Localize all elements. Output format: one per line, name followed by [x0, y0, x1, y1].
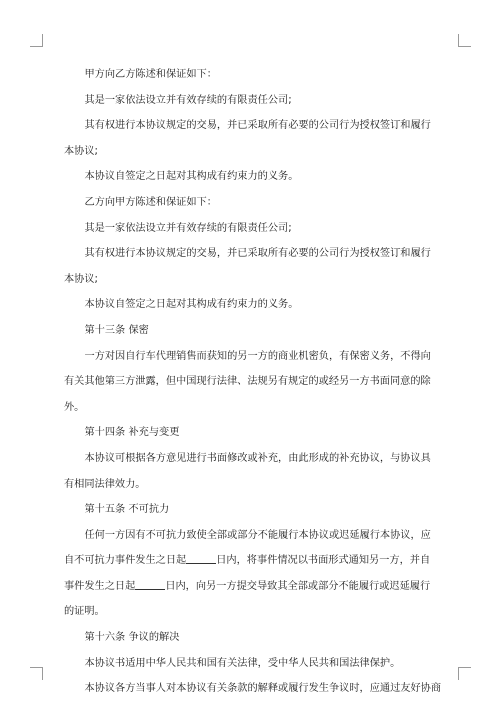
paragraph: 本协议自签定之日起对其构成有约束力的义务。 — [84, 299, 299, 311]
paragraph: 甲方向乙方陈述和保证如下： — [84, 69, 217, 80]
crop-mark-bottom-right — [458, 667, 471, 680]
text-segment: 日内，将事件情况以书面形式通知另一方，并自事件发生之日起 — [64, 555, 431, 592]
text-segment: 任何一方因有不可抗力致使全部或部分不能履行本协议或迟延履行本协议，应自不可抗力事件发生之日起 — [64, 529, 431, 567]
paragraph: 其有权进行本协议规定的交易，并已采取所有必要的公司行为授权签订和履行本协议; — [64, 248, 431, 285]
fill-in-blank — [186, 553, 216, 564]
paragraph: 本协议书适用中华人民共和国有关法律，受中华人民共和国法律保护。 — [84, 657, 401, 669]
paragraph: 其是一家依法设立并有效存续的有限责任公司; — [84, 94, 292, 106]
section-heading: 第十四条 补充与变更 — [84, 427, 180, 439]
paragraph: 本协议可根据各方意见进行书面修改或补充，由此形成的补充协议，与协议具有相同法律效力。 — [64, 452, 431, 490]
document-body — [64, 62, 442, 702]
section-heading: 第十五条 不可抗力 — [84, 504, 170, 516]
text-segment: 日内，向另一方提交导致其全部或部分不能履行或迟延履行的证明。 — [64, 580, 431, 618]
paragraph: 本协议自签定之日起对其构成有约束力的义务。 — [84, 171, 299, 183]
paragraph: 其有权进行本协议规定的交易，并已采取所有必要的公司行为授权签订和履行本协议; — [64, 120, 431, 157]
crop-mark-top-left — [30, 34, 43, 47]
crop-mark-top-right — [458, 34, 471, 47]
paragraph: 乙方向甲方陈述和保证如下： — [84, 196, 217, 208]
paragraph: 本协议各方当事人对本协议有关条款的解释或履行发生争议时，应通过友好协商 — [84, 683, 442, 695]
section-heading: 第十六条 争议的解决 — [84, 632, 180, 644]
section-heading: 第十三条 保密 — [84, 324, 149, 336]
force-majeure-paragraph — [64, 523, 436, 625]
paragraph: 一方对因自行车代理销售而获知的另一方的商业机密负，有保密义务，不得向有关其他第三方泄露，但中国现行法律、法规另有规定的或经另一方书面同意的除外。 — [64, 350, 431, 413]
crop-mark-bottom-left — [30, 667, 43, 680]
paragraph: 其是一家依法设立并有效存续的有限责任公司; — [84, 222, 292, 234]
fill-in-blank — [135, 579, 165, 590]
